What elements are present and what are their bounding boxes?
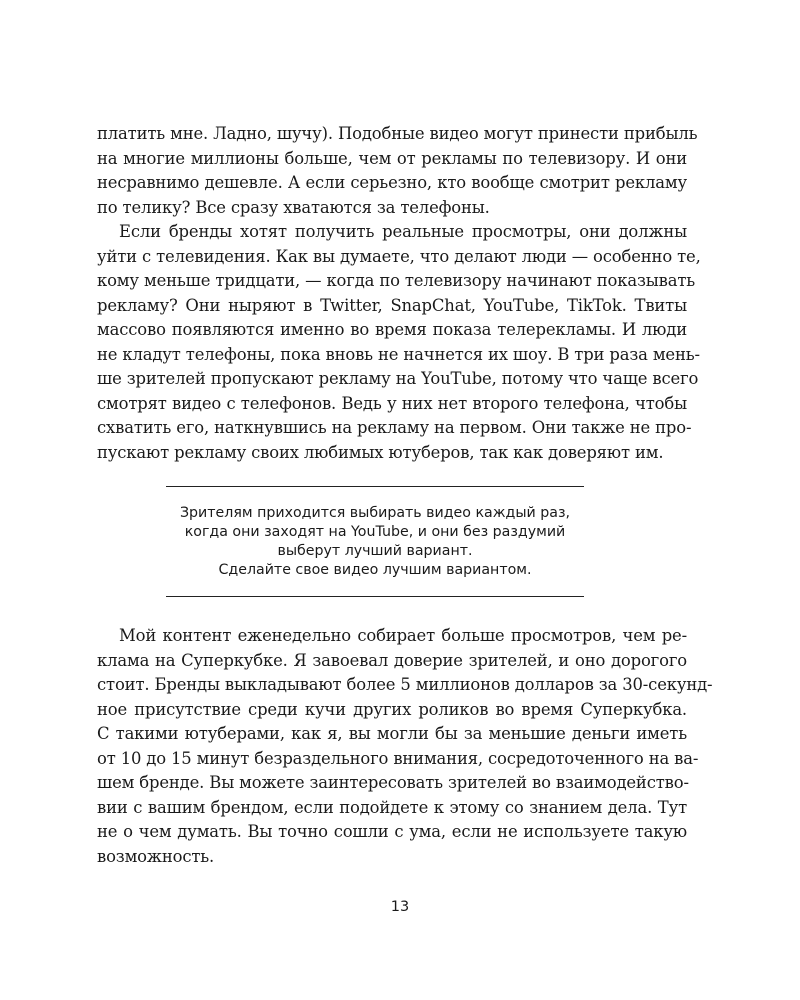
body-text-top — [97, 122, 701, 465]
text-line: С такими ютуберами, как я, вы могли бы за меньшие деньги иметь — [97, 724, 687, 743]
text-line: вии с вашим брендом, если подойдете к этому со знанием дела. Тут — [97, 797, 687, 817]
text-line: уйти с телевидения. Как вы думаете, что делают люди — особенно те, — [97, 246, 701, 266]
pull-quote-line: Зрителям приходится выбирать видео каждый раз, — [179, 505, 571, 521]
text-line: рекламу? Они ныряют в Twitter, SnapChat, YouTube, TikTok. Твиты — [97, 295, 687, 315]
text-line: массово появляются именно во время показа телерекламы. И люди — [97, 320, 687, 339]
pull-quote-line: когда они заходят на YouTube, и они без раздумий — [184, 524, 566, 540]
text-line: кому меньше тридцати, — когда по телевизору начинают показывать — [97, 271, 696, 290]
text-line: возможность. — [97, 846, 215, 866]
text-line: Мой контент еженедельно собирает больше просмотров, чем ре- — [119, 626, 687, 645]
pull-quote-line: выберут лучший вариант. — [277, 543, 473, 559]
body-text-bottom — [97, 624, 713, 869]
text-line: смотрят видео с телефонов. Ведь у них нет второго телефона, чтобы — [97, 393, 687, 413]
text-line: ное присутствие среди кучи других роликов во время Суперкубка. — [97, 699, 687, 719]
text-line: стоит. Бренды выкладывают более 5 миллионов долларов за 30-секунд- — [97, 675, 713, 694]
page-number: 13 — [390, 899, 410, 915]
text-line: по телику? Все сразу хватаются за телефоны. — [97, 197, 490, 217]
text-line: ше зрителей пропускают рекламу на YouTube, потому что чаще всего — [97, 369, 699, 388]
text-line: несравнимо дешевле. А если серьезно, кто вообще смотрит рекламу — [97, 173, 687, 192]
pull-quote-line: Сделайте свое видео лучшим вариантом. — [218, 562, 532, 578]
text-line: платить мне. Ладно, шучу). Подобные видео могут принести прибыль — [97, 124, 698, 143]
text-line: от 10 до 15 минут безраздельного внимания, сосредоточенного на ва- — [97, 748, 699, 768]
text-line: шем бренде. Вы можете заинтересовать зрителей во взаимодейство- — [97, 773, 689, 792]
text-line: пускают рекламу своих любимых ютуберов, так как доверяют им. — [97, 442, 664, 462]
text-line: на многие миллионы больше, чем от рекламы по телевизору. И они — [97, 148, 687, 168]
text-line: не о чем думать. Вы точно сошли с ума, если не используете такую — [97, 822, 687, 841]
paragraph-continued — [97, 122, 698, 220]
paragraph-superbowl — [97, 624, 713, 869]
text-line: Если бренды хотят получить реальные просмотры, они должны — [119, 222, 687, 241]
pull-quote — [166, 486, 584, 597]
text-line: не кладут телефоны, пока вновь не начнется их шоу. В три раза мень- — [97, 344, 700, 364]
text-line: схватить его, наткнувшись на рекламу на первом. Они также не про- — [97, 418, 692, 437]
paragraph-brands — [97, 220, 701, 465]
text-line: клама на Суперкубке. Я завоевал доверие зрителей, и оно дорогого — [97, 650, 687, 670]
